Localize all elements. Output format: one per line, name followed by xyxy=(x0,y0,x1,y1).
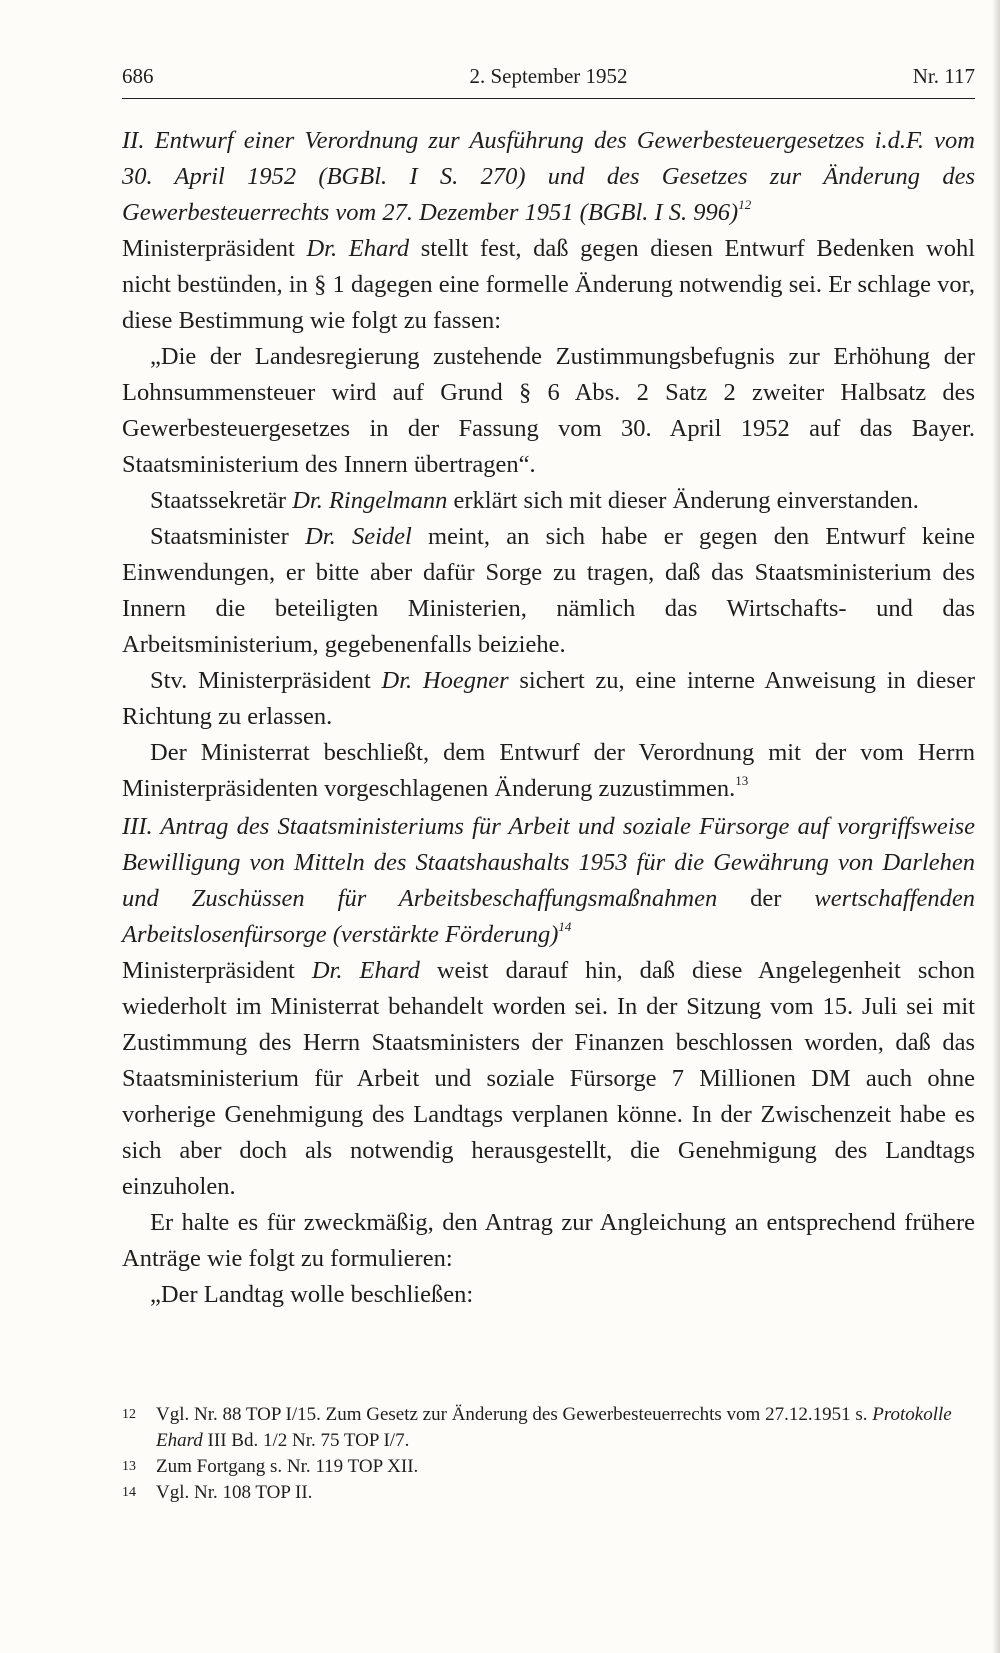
footnote-ref: 12 xyxy=(738,196,752,212)
speaker-name: Dr. Hoegner xyxy=(381,667,509,694)
page-number: 686 xyxy=(122,64,154,88)
paragraph: Stv. Ministerpräsident Dr. Hoegner sichert zu, eine interne Anweisung in dieser Richtung zu erlassen. xyxy=(122,667,976,730)
footnote-mark: 14 xyxy=(122,1485,136,1500)
paragraph: Ministerpräsident Dr. Ehard weist darauf hin, daß diese Angelegenheit schon wiederholt im Ministerrat behandelt worden sei. In der Sitzung vom 15. Juli sei mit Zustimmung des Herrn Staatsministers der Finanzen beschlossen worden, daß das Staatsministerium für Arbeit und soziale Fürsorge 7 Millionen DM auch ohne vorherige Genehmigung des Landtags verplanen könne. In der Zwischenzeit habe es sich aber doch als notwendig herausgestellt, die Genehmigung des Landtags einzuholen. xyxy=(122,957,975,1200)
resolution-paragraph: Der Ministerrat beschließt, dem Entwurf der Verordnung mit der vom Herrn Ministerpräsidenten vorgeschlagenen Änderung zuzustimmen.$^{13}$ xyxy=(122,739,975,802)
speaker-name: Dr. Seidel xyxy=(305,523,412,550)
paragraph: Er halte es für zweckmäßig, den Antrag zur Angleichung an entsprechend frühere Anträge wie folgt zu formulieren: xyxy=(122,1209,975,1272)
footnote: 14 Vgl. Nr. 108 TOP II. xyxy=(122,1480,975,1506)
footnote-mark: 12 xyxy=(122,1407,136,1422)
speaker-name: Dr. Ringelmann xyxy=(292,487,448,514)
footnote: 12 Vgl. Nr. 88 TOP I/15. Zum Gesetz zur Änderung des Gewerbesteuerrechts vom 27.12.1951 s. Protokolle Ehard III Bd. 1/2 Nr. 75 TOP I/7. xyxy=(122,1404,952,1451)
paragraph: Ministerpräsident Dr. Ehard stellt fest, daß gegen diesen Entwurf Bedenken wohl nicht bestünden, in § 1 dagegen eine formelle Änderung notwendig sei. Er schlage vor, diese Bestimmung wie folgt zu fassen: xyxy=(122,235,976,334)
document-page xyxy=(122,58,975,1313)
speaker-name: Dr. Ehard xyxy=(306,235,410,262)
scan-edge-shadow xyxy=(992,0,1000,1653)
quote-paragraph: „Die der Landesregierung zustehende Zustimmungsbefugnis zur Erhöhung der Lohnsummensteuer wird auf Grund § 6 Abs. 2 Satz 2 zweiter Halbsatz des Gewerbesteuergesetzes in der Fassung vom 30. April 1952 auf das Bayer. Staatsministerium des Innern übertragen“. xyxy=(122,343,975,478)
paragraph: Staatsminister Dr. Seidel meint, an sich habe er gegen den Entwurf keine Einwendungen, er bitte aber dafür Sorge zu tragen, daß das Staatsministerium des Innern die beteiligten Ministerien, nämlich das Wirtschafts- und das Arbeitsministerium, gegebenenfalls beiziehe. xyxy=(122,523,975,658)
issue-number: Nr. 117 xyxy=(912,64,975,88)
running-header xyxy=(122,58,975,99)
footnote-ref: 13 xyxy=(735,772,749,788)
paragraph: Staatssekretär Dr. Ringelmann erklärt sich mit dieser Änderung einverstanden. xyxy=(150,487,919,514)
main-text xyxy=(122,123,975,1313)
speaker-name: Dr. Ehard xyxy=(311,957,420,984)
footnotes xyxy=(122,1402,975,1506)
footnote-ref: 14 xyxy=(558,918,572,934)
quote-paragraph: „Der Landtag wolle beschließen: xyxy=(150,1281,474,1308)
header-date: 2. September 1952 xyxy=(469,64,628,88)
footnote: 13 Zum Fortgang s. Nr. 119 TOP XII. xyxy=(122,1454,975,1480)
agenda-item-iii-title: III. Antrag des Staatsministeriums für Arbeit und soziale Fürsorge auf vorgriffsweise Bewilligung von Mitteln des Staatshaushalts 1953 für die Gewährung von Darlehen und Zuschüssen für Arbeitsbeschaffungsmaßnahmen der wertschaffenden Arbeitslosenfürsorge (verstärkte Förderung)$^{14}$ xyxy=(122,813,976,948)
agenda-item-ii-title: II. Entwurf einer Verordnung zur Ausführung des Gewerbesteuergesetzes i.d.F. vom 30. April 1952 (BGBl. I S. 270) und des Gesetzes zur Änderung des Gewerbesteuerrechts vom 27. Dezember 1951 (BGBl. I S. 996)$^{12}$ xyxy=(122,127,975,226)
footnote-mark: 13 xyxy=(122,1459,136,1474)
